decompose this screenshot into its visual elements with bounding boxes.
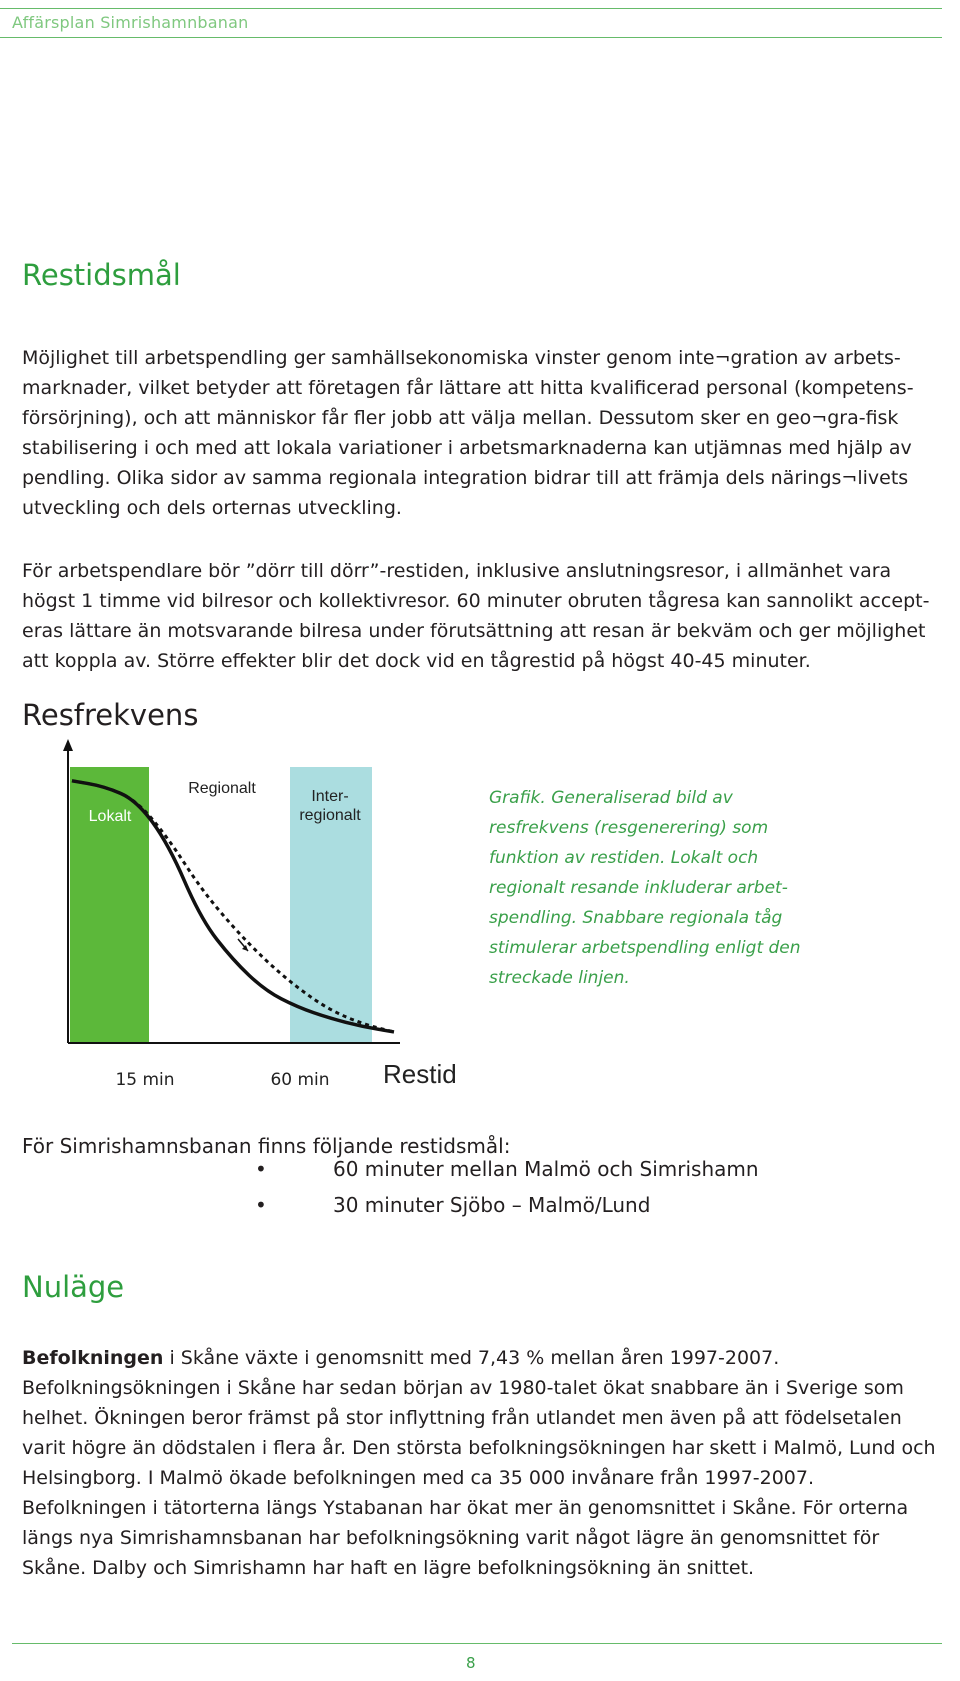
header-rule-bottom	[0, 37, 942, 38]
bullet-icon: •	[255, 1193, 267, 1217]
header-rule-top	[0, 8, 942, 9]
footer-rule	[12, 1643, 942, 1644]
section-heading-nulage: Nuläge	[22, 1270, 125, 1304]
section-heading-restidsmal: Restidsmål	[22, 258, 181, 292]
page-number: 8	[466, 1654, 476, 1672]
bullet-icon: •	[255, 1157, 267, 1181]
y-axis-arrow	[63, 739, 73, 751]
target-text: 60 minuter mellan Malmö och Simrishamn	[333, 1157, 759, 1181]
x-tick-label: 60 min	[270, 1070, 330, 1090]
list-item	[0, 1157, 900, 1193]
figure-caption: Grafik. Generaliserad bild av resfrekvens (resgenerering) som funktion av restiden. Lokalt och regionalt resande inkluderar arbet-spendling. Snabbare regionala tåg stimulerar arbetspendling enligt den streckade linjen.	[489, 788, 801, 988]
target-text: 30 minuter Sjöbo – Malmö/Lund	[333, 1193, 651, 1217]
paragraph-intro: Möjlighet till arbetspendling ger samhällsekonomiska vinster genom inte¬gration av arbets-marknader, vilket betyder att företagen får lättare att hitta kvalificerad personal (kompetens-försörjning), och att människor får fler jobb att välja mellan. Dessutom sker en geo¬gra-fisk stabilisering i och med att lokala variationer i arbetsmarknaderna kan utjämnas med hjälp av pendling. Olika sidor av samma regionala integration bidrar till att främja dels närings¬livets utveckling och dels orternas utveckling.	[22, 347, 914, 519]
zone-interregionalt-label: Inter-regionalt	[299, 788, 361, 824]
lead-bold: Befolkningen	[22, 1347, 164, 1369]
population-body: i Skåne växte i genomsnitt med 7,43 % mellan åren 1997-2007. Befolkningsökningen i Skåne har sedan början av 1980-talet ökat snabbare än i Sverige som helhet. Ökningen beror främst på stor inflyttning från utlandet men även på att födelsetalen varit högre än dödstalen i flera år. Den största befolkningsökningen har skett i Malmö, Lund och Helsingborg. I Malmö ökade befolkningen med ca 35 000 invånare från 1997-2007. Befolkningen i tätorterna längs Ystabanan har ökat mer än genomsnittet i Skåne. För orterna längs nya Simrishamnsbanan har befolkningsökning varit något lägre än genomsnittet för Skåne. Dalby och Simrishamn har haft en lägre befolkningsökning än snittet.	[22, 1347, 936, 1579]
paragraph-commute: För arbetspendlare bör ”dörr till dörr”-restiden, inklusive anslutningsresor, i allmänhet vara högst 1 timme vid bilresor och kollektivresor. 60 minuter obruten tågresa kan sannolikt accept-eras lättare än motsvarande bilresa under förutsättning att resan är bekväm och ger möjlighet att koppla av. Större effekter blir det dock vid en tågrestid på högst 40-45 minuter.	[22, 560, 930, 672]
targets-intro: För Simrishamnsbanan finns följande restidsmål:	[22, 1134, 511, 1158]
zone-lokalt-label: Lokalt	[88, 808, 132, 825]
list-item	[0, 1193, 900, 1229]
x-tick-label: 15 min	[115, 1070, 175, 1090]
running-head: Affärsplan Simrishamnbanan	[12, 13, 249, 32]
x-axis-label: Restid	[383, 1059, 457, 1089]
paragraph-population	[22, 1343, 937, 1583]
zone-regionalt-label: Regionalt	[188, 780, 256, 797]
figure-title: Resfrekvens	[22, 698, 199, 732]
resfrekvens-chart	[0, 725, 490, 1090]
